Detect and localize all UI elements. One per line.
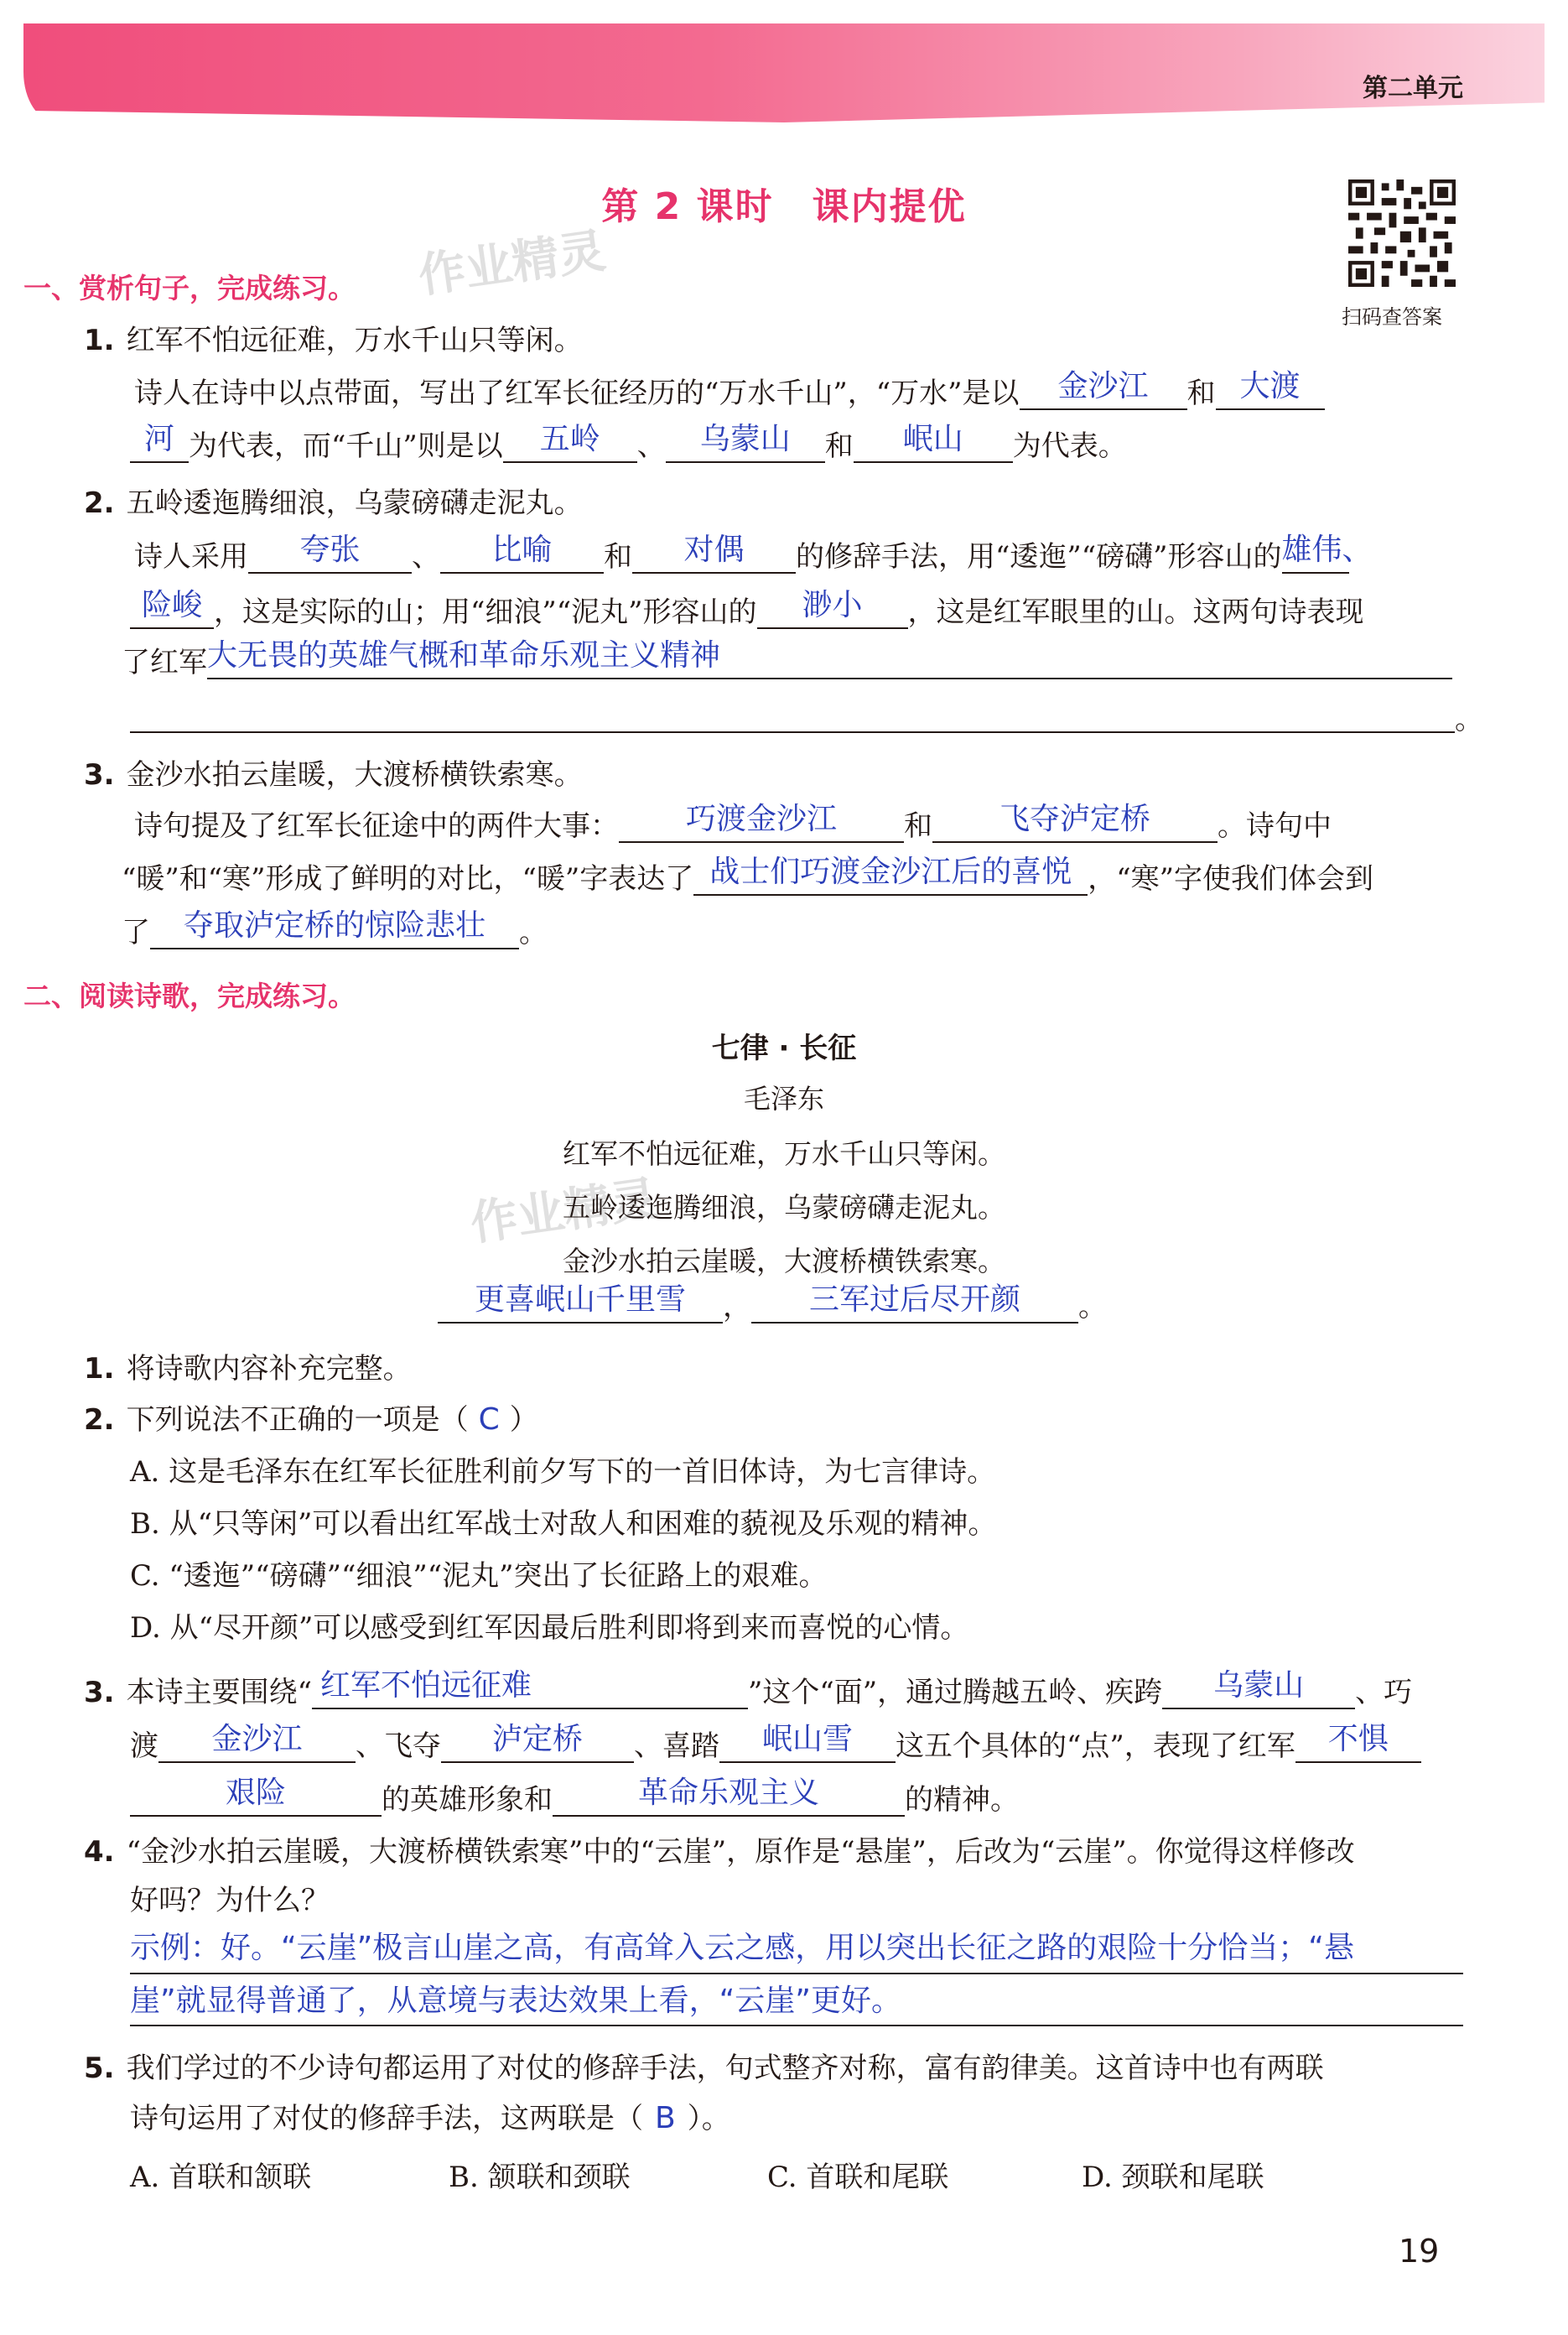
answer-blank[interactable]: 金沙江 (158, 1728, 356, 1763)
answer-blank[interactable]: 艰险 (130, 1781, 382, 1817)
poem-fill-line: 更喜岷山千里雪 ， 三军过后尽开颜 。 (438, 1288, 1107, 1324)
answer-blank[interactable]: 战士们巧渡金沙江后的喜悦 (693, 861, 1088, 896)
poem-line: 红军不怕远征难，万水千山只等闲。 (563, 1137, 1005, 1170)
option-a[interactable]: A. 这是毛泽东在红军长征胜利前夕写下的一首旧体诗，为七言律诗。 (130, 1455, 996, 1489)
unit-label: 第二单元 (1363, 74, 1463, 103)
option-b[interactable]: B. 从“只等闲”可以看出红军战士对敌人和困难的藐视及乐观的精神。 (130, 1507, 997, 1541)
question-2-line-3: 了红军 大无畏的英雄气概和革命乐观主义精神 (122, 644, 1452, 679)
option-c[interactable]: C. “逶迤”“磅礴”“细浪”“泥丸”突出了长征路上的艰难。 (130, 1559, 828, 1593)
question-1-line-1: 诗人在诗中以点带面，写出了红军长征经历的“万水千山”，“万水”是以 金沙江 和 大渡 (134, 375, 1325, 410)
question-3-line-2: 渡 金沙江 、飞夺 泸定桥 、喜踏 岷山雪 这五个具体的“点”，表现了红军 不惧 (130, 1728, 1421, 1763)
section-heading: 二、阅读诗歌，完成练习。 (23, 980, 356, 1012)
watermark: 作业精灵 (415, 223, 610, 304)
question-2-quote: 2. 五岭逶迤腾细浪，乌蒙磅礴走泥丸。 (84, 486, 583, 520)
answer-choice[interactable]: B (655, 2101, 676, 2135)
period: 。 (1455, 703, 1483, 736)
answer-blank[interactable]: 乌蒙山 (1162, 1674, 1355, 1709)
question-3-line-3: 艰险 的英雄形象和 革命乐观主义 的精神。 (130, 1781, 1019, 1817)
answer-rule[interactable] (130, 2025, 1463, 2026)
answer-blank[interactable]: 巧渡金沙江 (619, 808, 904, 843)
answer-rule[interactable] (130, 1973, 1463, 1974)
answer-blank[interactable]: 不惧 (1295, 1728, 1421, 1763)
question-1-quote: 1. 红军不怕远征难，万水千山只等闲。 (84, 324, 583, 357)
answer-blank[interactable]: 河 (130, 428, 189, 463)
answer-blank[interactable]: 大无畏的英雄气概和革命乐观主义精神 (207, 644, 1452, 679)
answer-blank[interactable]: 飞夺泸定桥 (932, 808, 1218, 843)
question-5-line-2: 诗句运用了对仗的修辞手法，这两联是（ B ）。 (130, 2101, 730, 2135)
option-b[interactable]: B. 颔联和颈联 (449, 2161, 631, 2194)
answer-blank[interactable]: 对偶 (632, 538, 796, 574)
answer-choice[interactable]: C (478, 1402, 500, 1437)
question-3-quote: 3. 金沙水拍云崖暖，大渡桥横铁索寒。 (84, 758, 583, 792)
answer-blank[interactable]: 五岭 (503, 428, 637, 463)
answer-blank[interactable]: 雄伟、 (1282, 538, 1349, 574)
poem-author: 毛泽东 (743, 1083, 824, 1115)
answer-blank[interactable]: 泸定桥 (441, 1728, 634, 1763)
question-3-line-2: “暖”和“寒”形成了鲜明的对比，“暖”字表达了 战士们巧渡金沙江后的喜悦 ，“寒”字使我们体会到 (122, 855, 1374, 896)
answer-blank[interactable]: 夺取泸定桥的惊险悲壮 (150, 914, 519, 949)
answer-blank[interactable]: 大渡 (1216, 375, 1325, 410)
question-3-line-1: 诗句提及了红军长征途中的两件大事： 巧渡金沙江 和 飞夺泸定桥 。诗句中 (134, 802, 1332, 843)
answer-blank[interactable]: 比喻 (440, 538, 604, 574)
poem-title: 七律 · 长征 (711, 1032, 857, 1065)
answer-text: 示例：好。“云崖”极言山崖之高，有高耸入云之感，用以突出长征之路的艰险十分恰当；“悬 (130, 1931, 1354, 1965)
question-5-line-1: 5. 我们学过的不少诗句都运用了对仗的修辞手法，句式整齐对称，富有韵律美。这首诗中也有两联 (84, 2052, 1324, 2085)
option-d[interactable]: D. 从“尽开颜”可以感受到红军因最后胜利即将到来而喜悦的心情。 (130, 1611, 969, 1645)
page-number: 19 (1399, 2233, 1440, 2270)
question-2-line-2: 险峻 ，这是实际的山；用“细浪”“泥丸”形容山的 渺小 ，这是红军眼里的山。这两句诗表现 (130, 594, 1364, 629)
answer-rule[interactable] (130, 731, 1455, 733)
option-a[interactable]: A. 首联和颔联 (130, 2161, 312, 2194)
poem-line: 五岭逶迤腾细浪，乌蒙磅礴走泥丸。 (563, 1191, 1005, 1224)
section-heading: 一、赏析句子，完成练习。 (23, 272, 356, 304)
question-1-line-2: 河 为代表，而“千山”则是以 五岭 、 乌蒙山 和 岷山 为代表。 (130, 428, 1127, 463)
answer-blank[interactable]: 红军不怕远征难 (312, 1674, 748, 1709)
question-3-line-3: 了 夺取泸定桥的惊险悲壮 。 (122, 908, 548, 949)
answer-blank[interactable]: 金沙江 (1020, 375, 1187, 410)
poem-line: 金沙水拍云崖暖，大渡桥横铁索寒。 (563, 1245, 1005, 1277)
question-4-line-2: 好吗？为什么？ (130, 1884, 330, 1917)
option-c[interactable]: C. 首联和尾联 (767, 2161, 949, 2194)
answer-blank[interactable]: 险峻 (130, 594, 214, 629)
answer-blank[interactable]: 岷山雪 (719, 1728, 896, 1763)
answer-text: 崖”就显得普通了，从意境与表达效果上看，“云崖”更好。 (130, 1984, 901, 2018)
header-banner (23, 23, 1545, 122)
option-d[interactable]: D. 颈联和尾联 (1082, 2161, 1264, 2194)
answer-blank[interactable]: 渺小 (757, 594, 908, 629)
answer-blank[interactable]: 岷山 (854, 428, 1013, 463)
lesson-title: 第 2 课时 课内提优 (601, 185, 967, 228)
answer-blank[interactable]: 三军过后尽开颜 (751, 1288, 1078, 1324)
question-1: 1. 将诗歌内容补充完整。 (84, 1352, 412, 1386)
question-3-line-1: 3. 本诗主要围绕“ 红军不怕远征难 ”这个“面”，通过腾越五岭、疾跨 乌蒙山 、巧 (84, 1668, 1413, 1709)
qr-caption: 扫码查答案 (1342, 305, 1442, 329)
qr-code-icon[interactable] (1348, 179, 1456, 287)
question-2-line-1: 诗人采用 夸张 、 比喻 和 对偶 的修辞手法，用“逶迤”“磅礴”形容山的 雄伟、 (134, 533, 1373, 574)
answer-blank[interactable]: 乌蒙山 (666, 428, 825, 463)
answer-blank[interactable]: 更喜岷山千里雪 (438, 1288, 723, 1324)
question-2: 2. 下列说法不正确的一项是（ C ） (84, 1402, 538, 1437)
question-4-line-1: 4. “金沙水拍云崖暖，大渡桥横铁索寒”中的“云崖”，原作是“悬崖”，后改为“云崖”。你觉得这样修改 (84, 1835, 1355, 1869)
answer-blank[interactable]: 夸张 (248, 538, 412, 574)
watermark: 作业精灵 (467, 1171, 662, 1252)
answer-blank[interactable]: 革命乐观主义 (553, 1781, 905, 1817)
